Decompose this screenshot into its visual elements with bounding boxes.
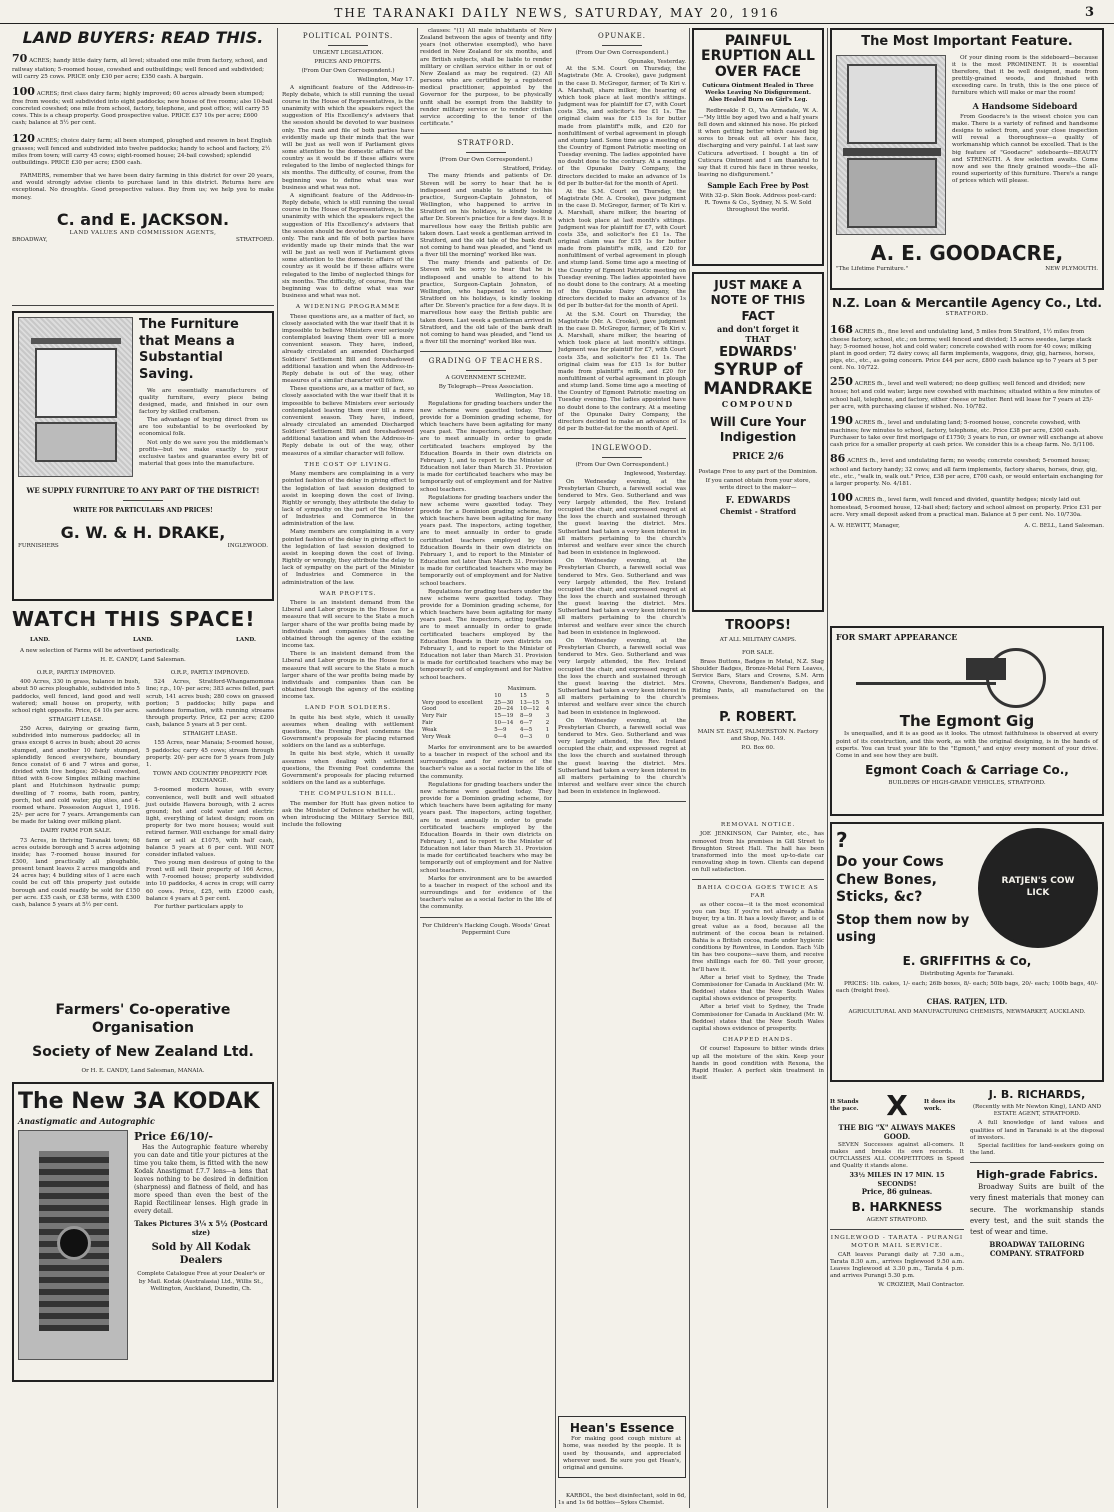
table-cell: Weak — [422, 727, 437, 734]
table-cell: 1 — [545, 727, 550, 734]
drake-town: INGLEWOOD. — [227, 543, 268, 550]
coop-line-2: Society of New Zealand Ltd. — [32, 1043, 254, 1060]
land-soldiers-heading: LAND FOR SOLDIERS. — [304, 705, 392, 712]
stratford-body: The many friends and patients of Dr. Steven will be sorry to hear that he is indisposed and unable to attend to his practice, Surgeon-Captain Johnston, of Wellington, who happened to arrive in Stratford on his holidays, is kindly looking after Dr. Steven's practice for a few days. It is marvellous how easy the British public are taken down. Last week a gentleman arrived in Stratford, and the old tale of the bank draft not coming to hand was pleaded, and "lend us a fiver till the morning" worked like wax. — [420, 173, 552, 259]
grading-body-cont-2: Regulations for grading teachers under the new scheme were gazetted today. They provide for a Dominion grading scheme, for which teachers have been agitating for many years past. The inspectors, acting together, are to meet annually in order to grade certificated teachers employed by the Education Boards in their own districts on February 1, and to report to the Minister of Education not later than March 31. Provision is made for certificated teachers who may be temporarily out of employment and for Native school teachers. — [420, 588, 552, 681]
edwards-cannot: If you cannot obtain from your store, write direct to the maker— — [705, 478, 811, 492]
robert-box: P.O. Box 60. — [741, 744, 775, 751]
x-body: SEVEN Successes against all-comers. It makes and breaks its own records. It OUTCLASSES ALL COMPETITORS in Speed and Quality it stands alone. — [830, 1141, 964, 1170]
nzloan-manager: A. W. HEWITT, Manager, — [830, 523, 900, 530]
robert-firm: P. ROBERT. — [719, 709, 797, 725]
table-cell: Fair — [422, 720, 433, 727]
grading-heading: GRADING OF TEACHERS. — [428, 357, 544, 366]
land-row — [12, 633, 274, 648]
watch-heading: WATCH THIS SPACE! — [12, 607, 256, 631]
heans-heading: Hean's Essence — [569, 1420, 675, 1435]
heans-body: For making good cough mixture at home, was needed by the people. It is used by thousands, and appreciated wherever used. Be sure you get Hean's, original and genuine. — [563, 1436, 681, 1471]
listing — [830, 491, 1104, 519]
jackson-address — [12, 237, 274, 244]
edwards-maker: F. EDWARDS — [725, 496, 791, 507]
richards-body: A full knowledge of land values and qualities of land in Taranaki is at the disposal of investors. — [970, 1120, 1104, 1141]
edwards-line-5: SYRUP of MANDRAKE — [703, 360, 813, 399]
listing-text: For further particulars apply to — [154, 903, 244, 910]
political-body-cont: A significant feature of the Address-in-Reply debate, which is still running the usual course in the House of Representatives, is the unanimity with which the speakers reject the suggestion of His Excellency's advisers that the session should be devoted to war business only. The rank and file of both parties have evidently made up their minds that the war will be just as well won if Parliament gives some attention to the domestic affairs of the country as it would be if these affairs were relegated to the limbo of neglected things for six months. The difficulty, of course, from the beginning was to define what was war business and what was not. — [282, 192, 414, 300]
table-header-cell: 15 — [519, 692, 527, 699]
kodak-sold: Sold by All Kodak Dealers — [151, 1241, 251, 1266]
table-cell: 5 — [545, 699, 550, 706]
column-4 — [558, 28, 686, 1508]
listing-text: 5-roomed modern house, with every convenience, well built and well situated just outside Hawera borough, with 2 acres ground; hot and cold water and electric light, everything of latest design; room on property for two more houses; would suit retired farmer. Will exchange for small dairy farm or sell at £1075, with half cash, balance 5 years at 6 per cent. Will NOT consider inflated values. — [146, 787, 274, 858]
column-3 — [420, 28, 552, 1508]
drake-trade: FURNISHERS — [18, 543, 59, 550]
cowlick-prices: PRICES: 1lb. cakes, 1/- each; 26lb boxes, 8/- each; 50lb bags, 20/- each; 100lb bags, 40/- each (freight free). — [836, 980, 1098, 994]
table-cell: Very Fair — [422, 713, 447, 720]
land-label: LAND. — [30, 636, 50, 643]
table-cell: 25—30 — [494, 699, 514, 706]
compulsion-clauses: clauses: "(1) All male inhabitants of New Zealand between the ages of twenty and fifty years (not otherwise exempted), who have resided in New Zealand for six months, and are British subjects, shall be liable to render military or civilian service either in or out of New Zealand as may be required. (2) All persons who are certified by a registered medical practitioner, appointed by the Governor for the purpose, to be physically unfit shall be exempt from the liability to render military service or to render civilian service according to the tenor of the certificate." — [420, 28, 552, 128]
column-5 — [692, 28, 824, 1508]
edwards-line-3: THAT — [745, 334, 771, 345]
drake-body-2: The advantage of buying direct from us are too substantial to be overlooked by economical folk. — [139, 417, 268, 438]
listing — [830, 375, 1104, 411]
listing-acres: 100 — [12, 84, 35, 98]
listing-heading: O.R.P., PARTLY IMPROVED. — [170, 670, 250, 677]
listing-text: ACRES; handy little dairy farm, all level; situated one mile from factory, school, and railway station; 5-roomed house, cowshed and outbuildings; well fenced and subdivided; will carry 25 cows. PRICE only £30 per acre; £350 cash. A bargain. — [12, 58, 268, 80]
land-label: LAND. — [236, 636, 256, 643]
land-soldiers-body-cont: In quite his best style, which it usually assumes when dealing with settlement questions, the Evening Post condemns the Government's proposals for placing returned soldiers on the land as a subterfuge. — [282, 751, 414, 787]
table-header-cell: 5 — [545, 692, 550, 699]
dateline: Inglewood, Yesterday. — [624, 471, 686, 478]
stratford-heading: STRATFORD. — [457, 139, 515, 148]
listing-acres: 70 — [12, 52, 28, 66]
column-2 — [282, 28, 414, 1508]
grading-subheading: A GOVERNMENT SCHEME. — [445, 375, 527, 382]
environment-body: Marks for environment are to be awarded to a teacher in respect of the school and its surroundings and for evidence of the teacher's value as a social factor in the life of the community. — [420, 744, 552, 780]
listing-text: ACRES; choice dairy farm; all been stumped, ploughed and resown in best English grasses; well fenced and subdivided into twelve paddocks; handy to school and factory, 2½ miles from town; will carry 45 cows; eight-roomed house; 24-bail cowshed; splendid outbuildings. PRICE £30 per acre; £500 cash. — [12, 137, 272, 166]
cough-footer: For Children's Hacking Cough. Woods' Great Peppermint Cure — [422, 922, 550, 936]
chapped-heading: CHAPPED HANDS. — [722, 1036, 794, 1043]
removal-body: JOE JENKINSON, Car Painter, etc., has removed from his premises in Gill Street to Broughton Street Hall. The hall has been transformed into the most up-to-date car renovating shop in town. Clients can depend on full satisfaction. — [692, 831, 824, 874]
broadway-tailoring-ad — [970, 1168, 1104, 1259]
x-mark: X — [886, 1089, 908, 1122]
widening-body: These questions are, as a matter of fact, so closely associated with the war itself that it is impossible to believe Ministers ever seriously contemplated leaving them over till a more convenient season. They have, indeed, already circulated an amended Discharged Soldiers' Settlement Bill and foreshadowed additional taxation and when the Address-in-Reply debate is out of the way, other measures of a similar character will follow. — [282, 313, 414, 385]
watch-note: A new selection of Farms will be advertised periodically. — [20, 647, 180, 654]
nzloan-salesman: A. C. BELL, Land Salesman. — [1024, 523, 1104, 530]
karbol-note: KARBOL, the best disinfectant, sold in 6d, 1s and 1s 6d bottles—Sykes Chemist. — [558, 1492, 686, 1506]
x-price: Price, 86 guineas. — [861, 1186, 933, 1196]
listing-text: ACRES fh., level and undulating land; 5-roomed house, concrete cowshed, with machines; few minutes to school, factory, telephone, etc. Price £38 per acre, £300 cash. Purchaser to take over first mortgage of £1750; 3 years to run, or owner will exchange at above cash price for a smaller property at cash price. We consider this is a cheap farm. No. 5/1106. — [830, 419, 1104, 449]
table-row — [420, 706, 552, 713]
listing — [830, 414, 1104, 450]
drake-body-1: We are essentially manufacturers of quality furniture, every piece being designed, made, and finished in our own factory by skilled craftsmen. — [139, 387, 268, 415]
listing-heading: O.R.P., PARTLY IMPROVED. — [36, 670, 116, 677]
listing-text: ACRES fh., level and undulating farm; no weeds; concrete cowshed; 5-roomed house; school and factory handy; 32 cows; and all farm implements, factory shares, horses, dray, gig, etc., etc., "walk in, walk out." Price, £38 per acre, £700 cash, or would entertain exchanging for a larger property. No. 4/181. — [830, 458, 1103, 487]
cuticura-heading: PAINFUL ERUPTION ALL OVER FACE — [701, 33, 815, 80]
table-cell: 2 — [545, 720, 550, 727]
edwards-line-4: EDWARDS' — [719, 344, 797, 360]
cuticura-subheading: Cuticura Ointment Healed in Three Weeks Leaving No Disfigurement. Also Healed Burn on Girl's Leg. — [702, 83, 814, 104]
heans-essence-ad — [558, 1416, 686, 1478]
goodacre-ad — [830, 28, 1104, 290]
table-row — [420, 713, 552, 720]
table-cell: 8—9 — [519, 713, 533, 720]
cost-body: Many members are complaining in a very pointed fashion of the delay in giving effect to the legislation of last session designed to assist in keeping down the cost of living. Rightly or wrongly, they attribute the delay to lack of sympathy on the part of the Minister of Industries and Commerce in the administration of the law. — [282, 471, 414, 528]
coop-line-1: Farmers' Co-operative Organisation — [55, 1002, 231, 1036]
harkness-firm: B. HARKNESS — [851, 1199, 943, 1214]
bahia-body: as other cocoa—it is the most economical you can buy. If you're not already a Bahia buyer, try a tin. It has a lovely flavor, and is of great value as a food, because all the nutriment of the cocoa bean is retained. Bahia is a British cocoa, made under hygienic conditions by Rowntree, in London. Each ½lb tin has two coupons—save them, and receive free shillings each for 60. Tell your grocer, he'll have it. — [692, 902, 824, 973]
x-does: It does its work. — [924, 1098, 956, 1112]
coop-ad — [12, 1002, 274, 1082]
listing — [830, 323, 1104, 373]
harkness-x-ad — [830, 1088, 964, 1289]
table-cell: 0—3 — [519, 734, 533, 741]
listing-text: 73 Acres, in thriving Taranaki town; 68 acres outside borough and 5 acres adjoining inside; has 7-roomed house insured for £300, land practically all ploughable, present tenant leaves 2 acres mangolds and 24 acres hay; 4 building sites of 1 acre each could be cut off this property just outside borough and could readily be sold for £150 per acre. £35 cash, or £38 terms, with £300 cash, balance 5 years at 5½ per cent. — [12, 837, 140, 908]
goodacre-body: Of your dining room is the sideboard—because it is the most PROMINENT. It is essential therefore, that it be well designed, made from prettily-grained woods, and finished with exceeding care. In truth, this is the one piece of furniture which will make or mar the room! — [952, 54, 1098, 97]
inglewood-body: On Wednesday evening, at the Presbyterian Church, a farewell social was tendered to Mrs. Geo. Sutherland and was very largely attended, the Rev. Ireland occupied the chair, and expressed regret at the loss the church and sustained through the guest leaving the district. Mrs. Sutherland had taken a very keen interest in all matters pertaining to the church's interest and welfare ever since the church had been in existence in Inglewood. — [558, 478, 686, 557]
nzloan-signatures — [830, 523, 1104, 530]
farmers-note: FARMERS, remember that we have been dairy farming in this district for over 20 years, and would strongly advise clients to purchase land in this district. Returns here are exceptional. No droughts. Good prospective values. Buy from us; we help you to make money. — [12, 173, 274, 201]
table-cell: 20—24 — [494, 706, 514, 713]
listing-text: ACRES; first class dairy farm; highly improved; 60 acres already been stumped; free from weeds; well subdivided into eight paddocks; new house of five rooms; also 10-bail concreted cowshed; one mile from school, factory, telephone, and post office; will carry 55 cows. This is a cheap property. Good prospective value. PRICE £37 10s per acre; £600 cash; balance at 5½ per cent. — [12, 90, 273, 127]
kodak-camera-illustration — [18, 1130, 128, 1360]
cows-heading: Do your Cows Chew Bones, Sticks, &c? — [836, 853, 944, 906]
listing-heading: STRAIGHT LEASE. — [182, 731, 238, 738]
mail-body: CAR leaves Purangi daily at 7.30 a.m., Tarata 8.30 a.m., arrives Inglewood 9.50 a.m. Leaves Inglewood at 3.30 p.m., Tarata 4 p.m. and arrives Purangi 5.30 p.m. — [830, 1252, 964, 1280]
goodacre-town: NEW PLYMOUTH. — [1045, 266, 1098, 273]
land-soldiers-body: In quite his best style, which it usually assumes when dealing with settlement questions, the Evening Post condemns the Government's proposals for placing returned soldiers on the land as a subterfuge. — [282, 714, 414, 750]
broadway-firm: BROADWAY TAILORING COMPANY. STRATFORD — [989, 1240, 1085, 1259]
land-label: LAND. — [133, 636, 153, 643]
cows-question-mark: ? — [836, 828, 849, 852]
listing-acres: 120 — [12, 131, 35, 145]
goodacre-firm: A. E. GOODACRE, — [870, 240, 1064, 265]
war-profits-body: There is an insistent demand from the Liberal and Labor groups in the House for a measure that will secure to the State a much larger share of the war profits being made by individuals and companies than can be obtained through the agency of the existing income tax. — [282, 600, 414, 650]
drake-address — [18, 543, 268, 550]
sydney-note-cont: After a brief visit to Sydney, the Trade Commissioner for Canada in Auckland (Mr. W. Beddoe) states that the New South Wales capital shows evidence of prosperity. — [692, 1004, 824, 1032]
inglewood-heading: INGLEWOOD. — [591, 444, 653, 453]
table-cell: 0 — [545, 734, 550, 741]
table-row — [420, 700, 552, 707]
jackson-firm-name: C. and E. JACKSON. — [56, 209, 230, 229]
listing — [12, 132, 274, 168]
compulsion-body: The member for Hutt has given notice to ask the Minister of Defence whether he will, when introducing the Military Service Bill, include the following — [282, 800, 414, 829]
dateline: Opunake, Yesterday. — [628, 59, 686, 66]
opunake-body-cont: At the S.M. Court on Thursday, the Magistrate (Mr. A. Crooke), gave judgment in the case D. McGregor, farmer, of Te Kiri v. A. Marshall, share milker, the hearing of which took place at last month's sittings. Judgment was for plaintiff for £7, with Court costs 35s, and solicitor's fee £1 1s. The original claim was for £15 1s for butter made from plaintiff's milk, and £20 for nonfulfilment of verbal agreement in plough and stump land. Some time ago a meeting of the Country of Egmont Patriotic meeting on Tuesday evening. The ladies appointed have no doubt done to the contrary. At a meeting of the Opunake Dairy Company, the directors decided to make an advance of 1s 6d per lb butter-fat for the month of April. — [558, 188, 686, 310]
cuticura-footer: With 32-p. Skin Book. Address post-card: R. Towns & Co., Sydney, N. S. W. Sold throughout the world. — [699, 193, 817, 214]
gig-title: The Egmont Gig — [899, 712, 1035, 731]
goodacre-body-2: From Goodacre's is the wisest choice you can make. There is a variety of refined and handsome designs to select from, and your close inspection will reveal a thoroughness—a quality of workmanship which cannot be excelled. That is the big feature of "Goodacre" sideboards—BEAUTY and STRENGTH. A few selection awaits. Come now and see the finely grained woods—the all-round superiority of this furniture. There's a range of prices which will please. — [952, 113, 1098, 185]
bahia-heading: BAHIA COCOA GOES TWICE AS FAR — [697, 885, 819, 899]
table-cell: 10—14 — [494, 720, 514, 727]
ratjen-maker-sub: AGRICULTURAL AND MANUFACTURING CHEMISTS, NEWMARKET, AUCKLAND. — [848, 1008, 1086, 1015]
table-cell: 15—19 — [494, 713, 514, 720]
cost-heading: THE COST OF LIVING. — [304, 461, 392, 468]
compulsion-heading: THE COMPULSION BILL. — [299, 791, 397, 798]
opunake-body: At the S.M. Court on Thursday, the Magistrate (Mr. A. Crooke), gave judgment in the case D. McGregor, farmer, of Te Kiri v. A. Marshall, share milker, the hearing of which took place at last month's sittings. Judgment was for plaintiff for £7, with Court costs 35s, and solicitor's fee £1 1s. The original claim was for £15 1s for butter made from plaintiff's milk, and £20 for nonfulfilment of verbal agreement in plough and stump land. Some time ago a meeting of the Country of Egmont Patriotic meeting on Tuesday evening. The ladies appointed have no doubt done to the contrary. At a meeting of the Opunake Dairy Company, the directors decided to make an advance of 1s 6d per lb butter-fat for the month of April. — [558, 66, 686, 187]
broadway-heading: High-grade Fabrics. — [976, 1168, 1098, 1182]
inglewood-body-cont: On Wednesday evening, at the Presbyterian Church, a farewell social was tendered to Mrs. Geo. Sutherland and was very largely attended, the Rev. Ireland occupied the chair, and expressed regret at the loss the church and sustained through the guest leaving the district. Mrs. Sutherland had taken a very keen interest in all matters pertaining to the church's interest and welfare ever since the church had been in existence in Inglewood. — [558, 558, 686, 636]
table-header — [420, 693, 552, 700]
table-cell: 4 — [545, 706, 550, 713]
kodak-footer: Complete Catalogue Free at your Dealer's or by Mail. Kodak (Australasia) Ltd., Willis St., Wellington, Auckland, Dunedin, Ch. — [137, 1271, 265, 1292]
table-cell: Good — [422, 706, 437, 713]
byline: (From Our Own Correspondent.) — [575, 462, 669, 469]
table-cell: 13—15 — [519, 699, 540, 706]
page-number: 3 — [1084, 5, 1094, 20]
kodak-subtitle: Anastigmatic and Autographic — [18, 1116, 155, 1127]
furniture-illustration — [18, 317, 133, 477]
stratford-body-cont: The many friends and patients of Dr. Steven will be sorry to hear that he is indisposed and unable to attend to his practice, Surgeon-Captain Johnston, of Wellington, who happened to arrive in Stratford on his holidays, is kindly looking after Dr. Steven's practice for a few days. It is marvellous how easy the British public are taken down. Last week a gentleman arrived in Stratford, and the old tale of the bank draft not coming to hand was pleaded, and "lend us a fiver till the morning" worked like wax. — [420, 260, 552, 346]
richards-ad — [970, 1088, 1104, 1157]
listing-text: ACRES fh., fine level and undulating land, 5 miles from Stratford, 1½ miles from cheese factory, school, etc.; on terms; well fenced and divided; 15 acres swedes, large stack hay; 5-roomed house, hot and cold water; concrete cowshed with room for 40 cows; milking plant in good order; 72 dairy cows; all farm implements, waggons, dray, gig, harness, horses, pigs, etc., etc., as going concern. Price £44 per acre, £800 cash balance up to 7 years at 5 per cent. No. 10/722. — [830, 328, 1098, 372]
richards-special: Special facilities for land-seekers going on the land. — [970, 1142, 1104, 1157]
land-buyers-heading: LAND BUYERS: READ THIS. — [22, 28, 264, 47]
masthead — [0, 0, 1114, 24]
listing-heading: TOWN AND COUNTRY PROPERTY FOR EXCHANGE. — [152, 771, 268, 785]
troops-subheading: AT ALL MILITARY CAMPS. — [719, 636, 797, 643]
cowlick-seal — [978, 828, 1098, 948]
byline: (From Our Own Correspondent.) — [439, 157, 533, 164]
listing-acres: 86 — [830, 452, 846, 466]
drake-write: WRITE FOR PARTICULARS AND PRICES! — [73, 506, 213, 514]
listing-text: 524 Acres, Stratford-Whangamomona line; r.p., 10/- per acre; 383 acres felled, part scrub, 141 acres bush; 280 cows on grassed portion; 5 paddocks; hilly papa and sandstone formation, with running streams through property. Price, £2 per acre; £200 cash, balance 5 years at 5 per cent. — [146, 679, 274, 729]
table-cell: 3 — [545, 713, 550, 720]
cuticura-sample: Sample Each Free by Post — [707, 181, 809, 191]
kodak-body: Has the Autographic feature whereby you can date and title your pictures at the time you take them, is fitted with the new Kodak Anastigmat f.7.7 lens—a lens that leaves nothing to be desired in definition (sharpness) and flatness of field, and has more speed than even the best of the Rapid Rectilinear lenses. High grade in every detail. — [134, 1144, 268, 1215]
byline: (From Our Own Correspondent.) — [301, 68, 395, 75]
nzloan-ad — [830, 296, 1104, 626]
edwards-postage: Postage Free to any part of the Dominion. — [698, 469, 818, 476]
egmont-gig-ad — [830, 626, 1104, 816]
nzloan-heading: N.Z. Loan & Mercantile Agency Co., Ltd. — [832, 296, 1102, 310]
coop-agent: Or H. E. CANDY, Land Salesman, MANAIA. — [81, 1067, 205, 1074]
kodak-ad — [12, 1082, 274, 1382]
gig-firm-sub: BUILDERS OF HIGH-GRADE VEHICLES, STRATFORD. — [888, 780, 1046, 787]
edwards-line-6: COMPOUND — [721, 398, 795, 409]
griffiths-firm: E. GRIFFITHS & Co, — [902, 954, 1032, 968]
listing-acres: 250 — [830, 375, 853, 389]
listing-text: Two young men desirous of going to the Front will sell their property of 166 Acres, with 7-roomed house; property subdivided into 10 paddocks, 4 acres in crop; will carry 60 cows. Price, £25, with £2000 cash, balance 4 years at 5 per cent. — [146, 859, 274, 902]
goodacre-subheading: A Handsome Sideboard — [972, 100, 1078, 111]
mail-signature: W. CROZIER, Mail Contractor. — [878, 1281, 964, 1288]
listing-text: 155 Acres, near Manaia; 5-roomed house, 5 paddocks; carry 45 cows; stream through property. 20/- per acre for 5 years from July 1. — [146, 740, 274, 768]
cows-stop: Stop them now by using — [836, 913, 970, 945]
listing-acres: 100 — [830, 491, 853, 505]
candy-land-ad — [12, 607, 274, 1002]
table-cell: Very Weak — [422, 734, 451, 741]
cuticura-ad — [692, 28, 824, 266]
jackson-subtitle: LAND VALUES AND COMMISSION AGENTS, — [69, 230, 217, 237]
table-header-cell: 10 — [494, 692, 502, 699]
troops-heading: TROOPS! — [725, 618, 791, 633]
table-row — [420, 727, 552, 734]
listing — [12, 52, 274, 80]
political-body: A significant feature of the Address-in-Reply debate, which is still running the usual course in the House of Representatives, is the unanimity with which the speakers reject the suggestion of His Excellency's advisers that the session should be devoted to war business only. The rank and file of both parties have evidently made up their minds that the war will be just as well won if Parliament gives some attention to the domestic affairs of the country as it would be if these affairs were relegated to the limbo of neglected things for six months. The difficulty, of course, from the beginning was to define what was war business and what was not. — [282, 84, 414, 191]
goodacre-heading: The Most Important Feature. — [861, 34, 1073, 49]
cowlick-seal-text: RATJEN'S COW LICK — [1001, 876, 1075, 898]
environment-body-cont-2: Marks for environment are to be awarded to a teacher in respect of the school and its surroundings and for evidence of the teacher's value as a social factor in the life of the community. — [420, 875, 552, 911]
table-cell: 5—9 — [494, 727, 507, 734]
chapped-body: Of course! Exposure to bitter winds dries up all the moisture of the skin. Keep your hands in good condition with Rexona, the Rapid Healer. A perfect skin treatment in itself. — [692, 1046, 824, 1081]
drake-body-3: Not only do we save you the middleman's profits—but we make exactly to your exclusive tastes and guarantee every bit of material that goes into the manufacture. — [139, 439, 268, 468]
x-record: 33½ MILES IN 17 MIN. 15 SECONDS! — [849, 1171, 945, 1188]
grading-body: Regulations for grading teachers under the new scheme were gazetted today. They provide for a Dominion grading scheme, for which teachers have been agitating for many years past. The inspectors, acting together, are to meet annually in order to grade certificated teachers employed by the Education Boards in their own districts on February 1, and to report to the Minister of Education not later than March 31. Provision is made for certificated teachers who may be temporarily out of employment and for Native school teachers. — [420, 400, 552, 493]
table-cell: 10—12 — [519, 706, 540, 713]
table-row — [420, 720, 552, 727]
listing-text: ACRES fh., level farm, well fenced and divided, quantity hedges; nicely laid out homestead, 5-roomed house, 12-bail shed; factory and school almost on property. Price £31 per acre. Very small deposit asked from a practical man. Balance at 5 per cent. No. 10/730a. — [830, 497, 1102, 519]
listing-acres: 190 — [830, 413, 853, 427]
table-cell: 0—4 — [494, 734, 507, 741]
troops-body: Brass Buttons, Badges in Metal, N.Z. Stag Shoulder Badges, Bronze-Metal Fern Leaves, Service Bars, Stars and Crowns, S.M. Arm Crowns, Chevrons, Bandsmen's Badges, and Riding Pants, all manufactured on the premises. — [692, 658, 824, 701]
ratjen-maker: CHAS. RATJEN, LTD. — [926, 996, 1008, 1006]
dateline: Wellington, May 17. — [357, 77, 414, 84]
gig-heading: FOR SMART APPEARANCE — [836, 632, 958, 642]
richards-firm: J. B. RICHARDS, — [988, 1088, 1086, 1101]
widening-body-cont: These questions are, as a matter of fact, so closely associated with the war itself that it is impossible to believe Ministers ever seriously contemplated leaving them over till a more convenient season. They have, indeed, already circulated an amended Discharged Soldiers' Settlement Bill and foreshadowed additional taxation and when the Address-in-Reply debate is out of the way, other measures of a similar character will follow. — [282, 386, 414, 457]
war-profits-heading: WAR PROFITS. — [319, 590, 377, 597]
drake-furniture-ad — [12, 311, 274, 601]
listing-heading: DAIRY FARM FOR SALE. — [40, 828, 112, 835]
ratjens-cowlick-ad — [830, 822, 1104, 1082]
broadway-body: Broadway Suits are built of the very finest materials that money can secure. The workmanship stands every test, and the suit stands the test of wear and time. — [970, 1183, 1104, 1236]
sydney-note: After a brief visit to Sydney, the Trade Commissioner for Canada in Auckland (Mr. W. Beddoe) states that the New South Wales capital shows evidence of prosperity. — [692, 974, 824, 1003]
urgent-subheading: URGENT LEGISLATION. — [312, 49, 384, 56]
war-profits-body-cont: There is an insistent demand from the Liberal and Labor groups in the House for a measure that will secure to the State a much larger share of the war profits being made by individuals and companies than can be obtained through the agency of the existing income tax. — [282, 651, 414, 701]
listing-text: ACRES fh., level and well watered; no deep gullies; well fenced and divided; new house; hot and cold water; large new cowshed with machines; situated within a few minutes of school hall, telephone, and factory, either cheese or butter. Rent will lease for 7 years at 25/- per acre, with purchasing clause if wished. No. 10/782. — [830, 381, 1100, 410]
drake-supply: WE SUPPLY FURNITURE TO ANY PART OF THE DISTRICT! — [26, 486, 260, 495]
drake-firm-name: G. W. & H. DRAKE, — [60, 522, 226, 542]
column-6 — [830, 28, 1104, 1508]
listing — [12, 85, 274, 128]
listing-text: 250 Acres, dairying or grazing farm, subdivided into numerous paddocks; all in grass except 6 acres in bush; about 20 acres stumped, and another 10 fairly stumped, splendidly fenced everywhere, boundary fence consist of 6 and 7 wires and gorse, divided with live hedges; 20-bail cowshed, fitted with 6-cow Simplex milking machine plant and Hutchinson hydraulic pump; dwelling of 7 rooms, bath room, pantry, porch, hot and cold water, pig sties, and 4-roomed whare. Possession August 1, 1916. 25/- per acre for 7 years. Arrangements can be made for taking over milking plant. — [12, 726, 140, 826]
griffiths-sub: Distributing Agents for Taranaki. — [920, 971, 1014, 978]
table-header — [420, 686, 552, 693]
table-cell: 6—7 — [519, 720, 533, 727]
drake-heading: The Furniture that Means a Substantial Saving. — [139, 317, 239, 382]
edwards-maker-sub: Chemist - Stratford — [719, 507, 797, 516]
grading-body-cont: Regulations for grading teachers under the new scheme were gazetted today. They provide for a Dominion grading scheme, for which teachers have been agitating for many years past. The inspectors, acting together, are to meet annually in order to grade certificated teachers employed by the Education Boards in their own districts on February 1, and to report to the Minister of Education not later than March 31. Provision is made for certificated teachers who may be temporarily out of employment and for Native school teachers. — [420, 494, 552, 587]
edwards-line-2: and don't forget it — [717, 324, 799, 335]
prices-subheading: PRICES AND PROFITS. — [314, 59, 382, 66]
newspaper-title: THE TARANAKI DAILY NEWS, SATURDAY, MAY 20, 1916 — [334, 6, 780, 20]
removal-heading: REMOVAL NOTICE. — [720, 822, 796, 828]
table-row — [420, 734, 552, 741]
nzloan-town: STRATFORD. — [945, 311, 989, 318]
table-cell: Very good to excellent — [422, 699, 483, 706]
edwards-line-1: JUST MAKE A NOTE OF THIS FACT — [710, 278, 806, 323]
edwards-mandrake-ad — [692, 272, 824, 612]
column-1 — [12, 28, 274, 1508]
land-buyers-ad — [12, 28, 274, 300]
mail-heading: INGLEWOOD - TARATA - PURANGI MOTOR MAIL SERVICE. — [830, 1235, 964, 1249]
troops-ad — [692, 618, 824, 818]
gig-illustration — [836, 642, 1098, 712]
gig-body: Is unequalled, and it is as good as it looks. The utmost faithfulness is observed at every point of its construction, and this work, as with the original designing, is in the hands of experts. You can trust your life to the "Egmont," and enjoy every moment of your drive. Come in and see how they are built. — [836, 731, 1098, 759]
dateline: Wellington, May 18. — [495, 393, 552, 400]
widening-heading: A WIDENING PROGRAMME — [295, 304, 401, 311]
marks-table — [420, 686, 552, 741]
kodak-price: Price £6/10/- — [134, 1130, 213, 1144]
sideboard-illustration — [836, 55, 946, 235]
harkness-agent: AGENT STRATFORD. — [866, 1217, 928, 1224]
troops-sale: FOR SALE. — [742, 649, 774, 656]
opunake-heading: OPUNAKE. — [598, 32, 646, 40]
byline: By Telegraph—Press Association. — [438, 384, 534, 391]
listing-heading: STRAIGHT LEASE. — [48, 717, 104, 723]
watch-agent: H. E. CANDY, Land Salesman. — [100, 656, 186, 663]
political-heading: POLITICAL POINTS. — [302, 32, 394, 40]
jackson-street: BROADWAY, — [12, 237, 48, 244]
x-stands: It Stands the pace. — [830, 1098, 859, 1112]
kodak-heading: The New 3A KODAK — [18, 1089, 260, 1114]
opunake-body-cont-2: At the S.M. Court on Thursday, the Magistrate (Mr. A. Crooke), gave judgment in the case D. McGregor, farmer, of Te Kiri v. A. Marshall, share milker, the hearing of which took place at last month's sittings. Judgment was for plaintiff for £7, with Court costs 35s, and solicitor's fee £1 1s. The original claim was for £15 1s for butter made from plaintiff's milk, and £20 for nonfulfilment of verbal agreement in plough and stump land. Some time ago a meeting of the Country of Egmont Patriotic meeting on Tuesday evening. The ladies appointed have no doubt done to the contrary. At a meeting of the Opunake Dairy Company, the directors decided to make an advance of 1s 6d per lb butter-fat for the month of April. — [558, 311, 686, 433]
inglewood-body-cont-3: On Wednesday evening, at the Presbyterian Church, a farewell social was tendered to Mrs. Geo. Sutherland and was very largely attended, the Rev. Ireland occupied the chair, and expressed regret at the loss the church and sustained through the guest leaving the district. Mrs. Sutherland had taken a very keen interest in all matters pertaining to the church's interest and welfare ever since the church had been in existence in Inglewood. — [558, 717, 686, 796]
edwards-line-7: Will Cure Your Indigestion — [710, 414, 806, 445]
x-big: THE BIG "X" ALWAYS MAKES GOOD. — [838, 1122, 956, 1141]
environment-body-cont: Regulations for grading teachers under the new scheme were gazetted today. They provide for a Dominion grading scheme, for which teachers have been agitating for many years past. The inspectors, acting together, are to meet annually in order to grade certificated teachers employed by the Education Boards in their own districts on February 1, and to report to the Minister of Education not later than March 31. Provision is made for certificated teachers who may be temporarily out of employment and for Native school teachers. — [420, 781, 552, 874]
dateline: Stratford, Friday. — [502, 166, 552, 173]
kodak-takes: Takes Pictures 3¼ x 5½ (Postcard size) — [134, 1218, 268, 1237]
listing-acres: 168 — [830, 322, 853, 336]
goodacre-tagline: "The Lifetime Furniture." — [836, 266, 909, 273]
edwards-price: PRICE 2/6 — [732, 451, 784, 462]
richards-sub: (Recently with Mr Newton King), LAND AND ESTATE AGENT, STRATFORD. — [972, 1104, 1102, 1118]
inglewood-body-cont-2: On Wednesday evening, at the Presbyterian Church, a farewell social was tendered to Mrs. Geo. Sutherland and was very largely attended, the Rev. Ireland occupied the chair, and expressed regret at the loss the church and sustained through the guest leaving the district. Mrs. Sutherland had taken a very keen interest in all matters pertaining to the church's interest and welfare ever since the church had been in existence in Inglewood. — [558, 637, 686, 716]
table-header-cell: Maximum. — [507, 685, 537, 692]
robert-address: MAIN ST. EAST, PALMERSTON N. Factory and Shop, No. 149. — [697, 728, 819, 742]
gig-firm: Egmont Coach & Carriage Co., — [865, 763, 1069, 778]
listing-text: 400 Acres, 330 in grass, balance in bush, about 50 acres ploughable, subdivided into 5 paddocks, well fenced, land good and well watered; small house on property, with school right opposite. Price, £4 10s per acre. — [12, 679, 140, 714]
table-cell: 4—5 — [519, 727, 533, 734]
cost-body-cont: Many members are complaining in a very pointed fashion of the delay in giving effect to the legislation of last session designed to assist in keeping down the cost of living. Rightly or wrongly, they attribute the delay to lack of sympathy on the part of the Minister of Industries and Commerce in the administration of the law. — [282, 529, 414, 586]
jackson-town: STRATFORD. — [236, 237, 274, 244]
cuticura-body: Redbreakle P. O., Via Armadale, W. A.—"My little boy aged two and a half years fell down and skinned his nose. He picked it when getting better which caused big sores to break out all over his face, discharging and very painful. I at last saw Cuticura advertised. I bought a tin of Cuticura Ointment and I am thankful to say that it cured his face in three weeks, leaving no disfigurement." — [698, 107, 818, 179]
byline: (From Our Own Correspondent.) — [575, 49, 669, 56]
goodacre-footer — [836, 266, 1098, 273]
listing — [830, 452, 1104, 488]
